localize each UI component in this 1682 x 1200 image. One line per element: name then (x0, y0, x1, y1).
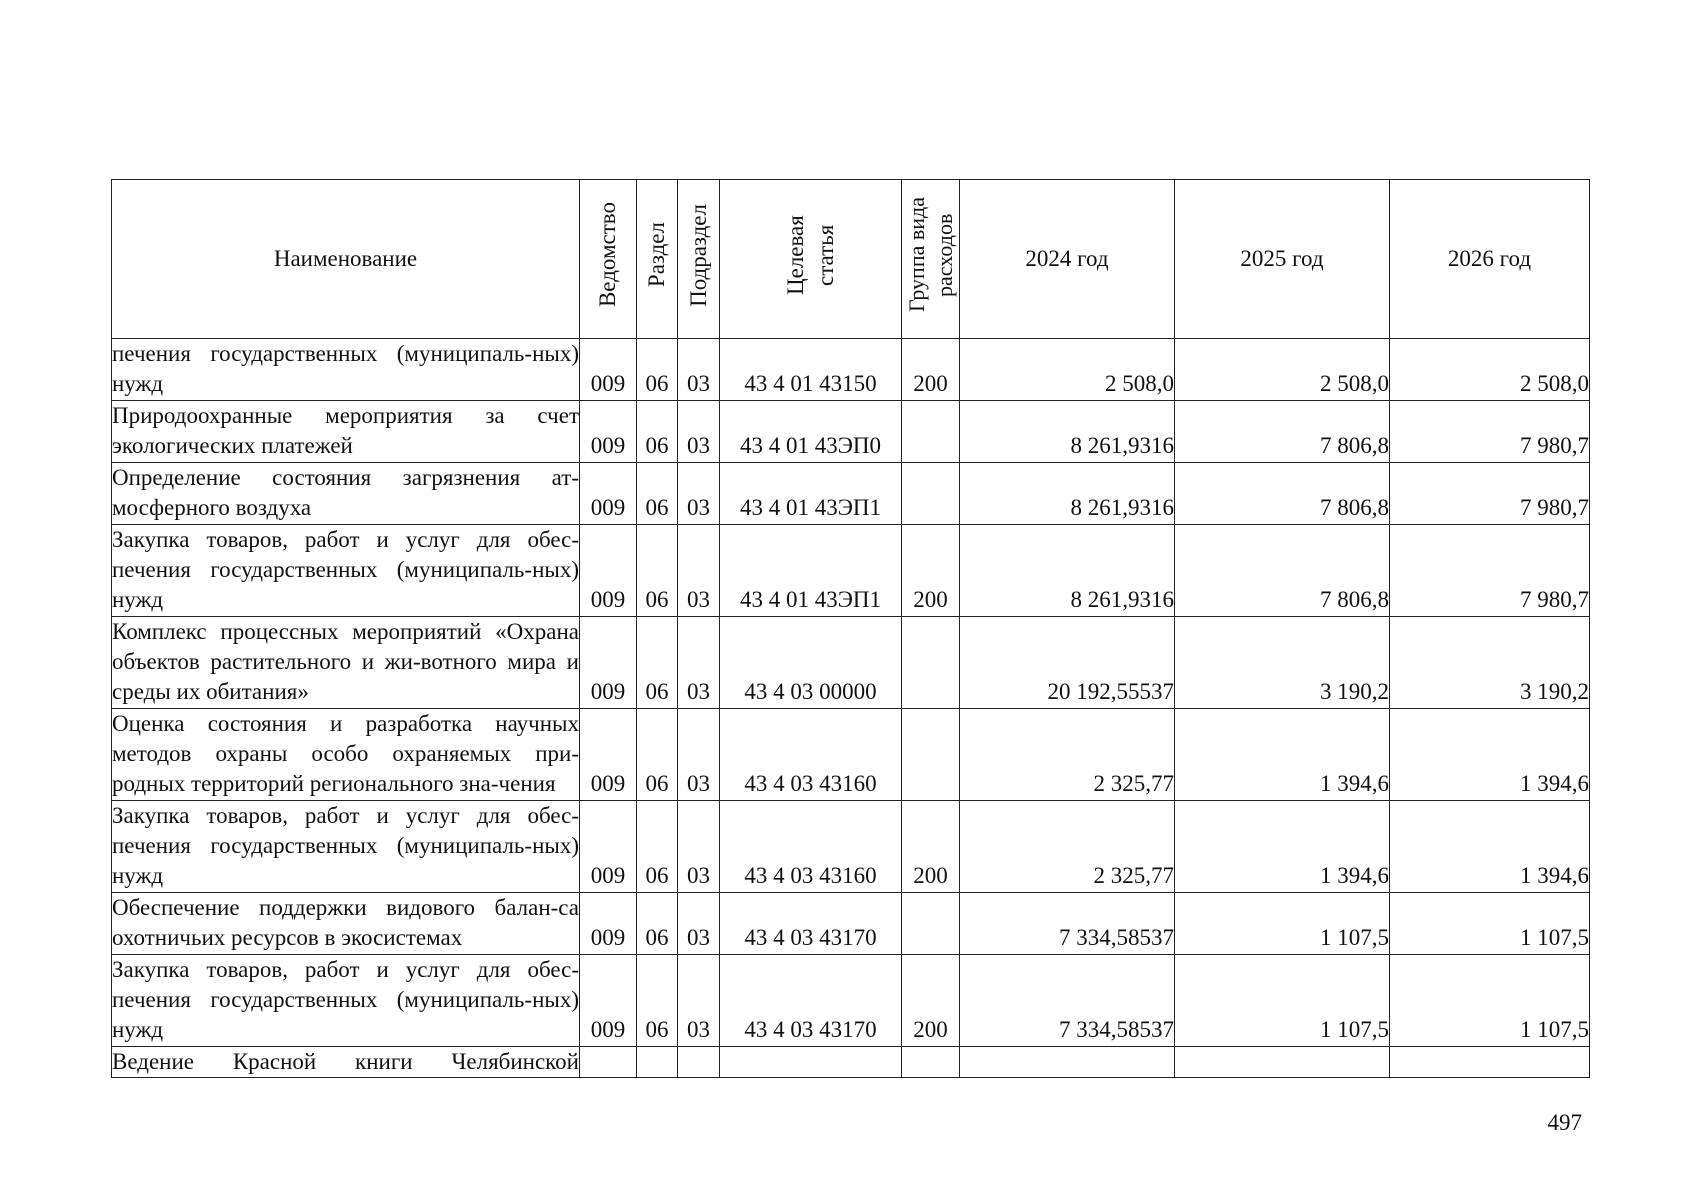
row-section: 06 (637, 339, 678, 401)
row-name: Закупка товаров, работ и услуг для обес-печения государственных (муниципаль-ных) нужд (112, 525, 580, 617)
row-target-article: 43 4 03 43170 (720, 955, 902, 1047)
row-section: 06 (637, 893, 678, 955)
row-amount-2024: 7 334,58537 (960, 893, 1175, 955)
row-amount-2026: 1 107,5 (1390, 893, 1590, 955)
row-name: печения государственных (муниципаль-ных) нужд (112, 339, 580, 401)
row-expense-group: 200 (902, 525, 960, 617)
row-section: 06 (637, 463, 678, 525)
row-expense-group: 200 (902, 339, 960, 401)
header-subsection: Подраздел (678, 180, 720, 339)
row-name: Определение состояния загрязнения ат-мосферного воздуха (112, 463, 580, 525)
row-target-article: 43 4 03 43160 (720, 801, 902, 893)
row-amount-2025 (1175, 1047, 1390, 1078)
row-amount-2024: 20 192,55537 (960, 617, 1175, 709)
row-amount-2024: 2 508,0 (960, 339, 1175, 401)
row-subsection: 03 (678, 401, 720, 463)
row-expense-group: 200 (902, 801, 960, 893)
row-target-article: 43 4 03 43170 (720, 893, 902, 955)
row-name: Обеспечение поддержки видового балан-са охотничьих ресурсов в экосистемах (112, 893, 580, 955)
row-target-article (720, 1047, 902, 1078)
row-target-article: 43 4 01 43150 (720, 339, 902, 401)
table-row (112, 801, 1590, 893)
row-subsection: 03 (678, 339, 720, 401)
page-number: 497 (1547, 1110, 1582, 1135)
row-target-article: 43 4 03 43160 (720, 709, 902, 801)
row-amount-2026: 1 394,6 (1390, 709, 1590, 801)
budget-table (111, 179, 1590, 1078)
row-amount-2024: 2 325,77 (960, 709, 1175, 801)
row-amount-2025: 3 190,2 (1175, 617, 1390, 709)
row-target-article: 43 4 01 43ЭП1 (720, 525, 902, 617)
row-name: Ведение Красной книги Челябинской (112, 1047, 580, 1078)
row-expense-group (902, 463, 960, 525)
row-target-article: 43 4 01 43ЭП0 (720, 401, 902, 463)
row-amount-2025: 7 806,8 (1175, 463, 1390, 525)
row-subsection: 03 (678, 617, 720, 709)
row-department: 009 (580, 955, 637, 1047)
row-department: 009 (580, 709, 637, 801)
row-department: 009 (580, 893, 637, 955)
row-section: 06 (637, 617, 678, 709)
row-section: 06 (637, 525, 678, 617)
row-target-article: 43 4 03 00000 (720, 617, 902, 709)
row-name: Природоохранные мероприятия за счет экологических платежей (112, 401, 580, 463)
table-row (112, 955, 1590, 1047)
row-amount-2025: 1 107,5 (1175, 893, 1390, 955)
row-amount-2025: 2 508,0 (1175, 339, 1390, 401)
row-amount-2025: 1 394,6 (1175, 709, 1390, 801)
row-section (637, 1047, 678, 1078)
table-row (112, 401, 1590, 463)
row-amount-2024: 8 261,9316 (960, 525, 1175, 617)
header-name: Наименование (112, 180, 580, 339)
row-department: 009 (580, 801, 637, 893)
header-department: Ведомство (580, 180, 637, 339)
row-amount-2024: 7 334,58537 (960, 955, 1175, 1047)
row-name: Закупка товаров, работ и услуг для обес-печения государственных (муниципаль-ных) нужд (112, 955, 580, 1047)
row-amount-2026: 7 980,7 (1390, 525, 1590, 617)
row-amount-2025: 1 107,5 (1175, 955, 1390, 1047)
row-expense-group: 200 (902, 955, 960, 1047)
table-row (112, 1047, 1590, 1078)
row-subsection: 03 (678, 955, 720, 1047)
row-subsection: 03 (678, 801, 720, 893)
row-amount-2025: 7 806,8 (1175, 401, 1390, 463)
row-expense-group (902, 401, 960, 463)
row-subsection: 03 (678, 463, 720, 525)
row-amount-2026: 7 980,7 (1390, 401, 1590, 463)
row-department: 009 (580, 339, 637, 401)
row-name: Комплекс процессных мероприятий «Охрана объектов растительного и жи-вотного мира и среды их обитания» (112, 617, 580, 709)
row-subsection (678, 1047, 720, 1078)
table-row (112, 617, 1590, 709)
header-expense-group: Группа вида расходов (902, 180, 960, 339)
row-amount-2026 (1390, 1047, 1590, 1078)
row-subsection: 03 (678, 893, 720, 955)
row-amount-2024: 8 261,9316 (960, 401, 1175, 463)
row-section: 06 (637, 709, 678, 801)
row-amount-2024 (960, 1047, 1175, 1078)
row-section: 06 (637, 401, 678, 463)
row-section: 06 (637, 801, 678, 893)
row-department: 009 (580, 463, 637, 525)
row-amount-2024: 2 325,77 (960, 801, 1175, 893)
table-row (112, 463, 1590, 525)
row-amount-2026: 7 980,7 (1390, 463, 1590, 525)
row-department: 009 (580, 617, 637, 709)
row-name: Оценка состояния и разработка научных методов охраны особо охраняемых при-родных территорий регионального зна-чения (112, 709, 580, 801)
header-year-2025: 2025 год (1175, 180, 1390, 339)
row-department: 009 (580, 401, 637, 463)
table-row (112, 893, 1590, 955)
row-amount-2025: 1 394,6 (1175, 801, 1390, 893)
table-row (112, 339, 1590, 401)
table-row (112, 525, 1590, 617)
row-target-article: 43 4 01 43ЭП1 (720, 463, 902, 525)
header-year-2024: 2024 год (960, 180, 1175, 339)
row-amount-2026: 2 508,0 (1390, 339, 1590, 401)
row-amount-2026: 1 107,5 (1390, 955, 1590, 1047)
table-row (112, 709, 1590, 801)
table-header-row (112, 180, 1590, 339)
row-subsection: 03 (678, 709, 720, 801)
row-subsection: 03 (678, 525, 720, 617)
row-amount-2026: 1 394,6 (1390, 801, 1590, 893)
row-expense-group (902, 893, 960, 955)
row-expense-group (902, 617, 960, 709)
row-section: 06 (637, 955, 678, 1047)
row-expense-group (902, 1047, 960, 1078)
row-amount-2025: 7 806,8 (1175, 525, 1390, 617)
header-section: Раздел (637, 180, 678, 339)
header-year-2026: 2026 год (1390, 180, 1590, 339)
row-expense-group (902, 709, 960, 801)
row-name: Закупка товаров, работ и услуг для обес-печения государственных (муниципаль-ных) нужд (112, 801, 580, 893)
row-amount-2026: 3 190,2 (1390, 617, 1590, 709)
row-department (580, 1047, 637, 1078)
row-amount-2024: 8 261,9316 (960, 463, 1175, 525)
header-target-article: Целевая статья (720, 180, 902, 339)
row-department: 009 (580, 525, 637, 617)
